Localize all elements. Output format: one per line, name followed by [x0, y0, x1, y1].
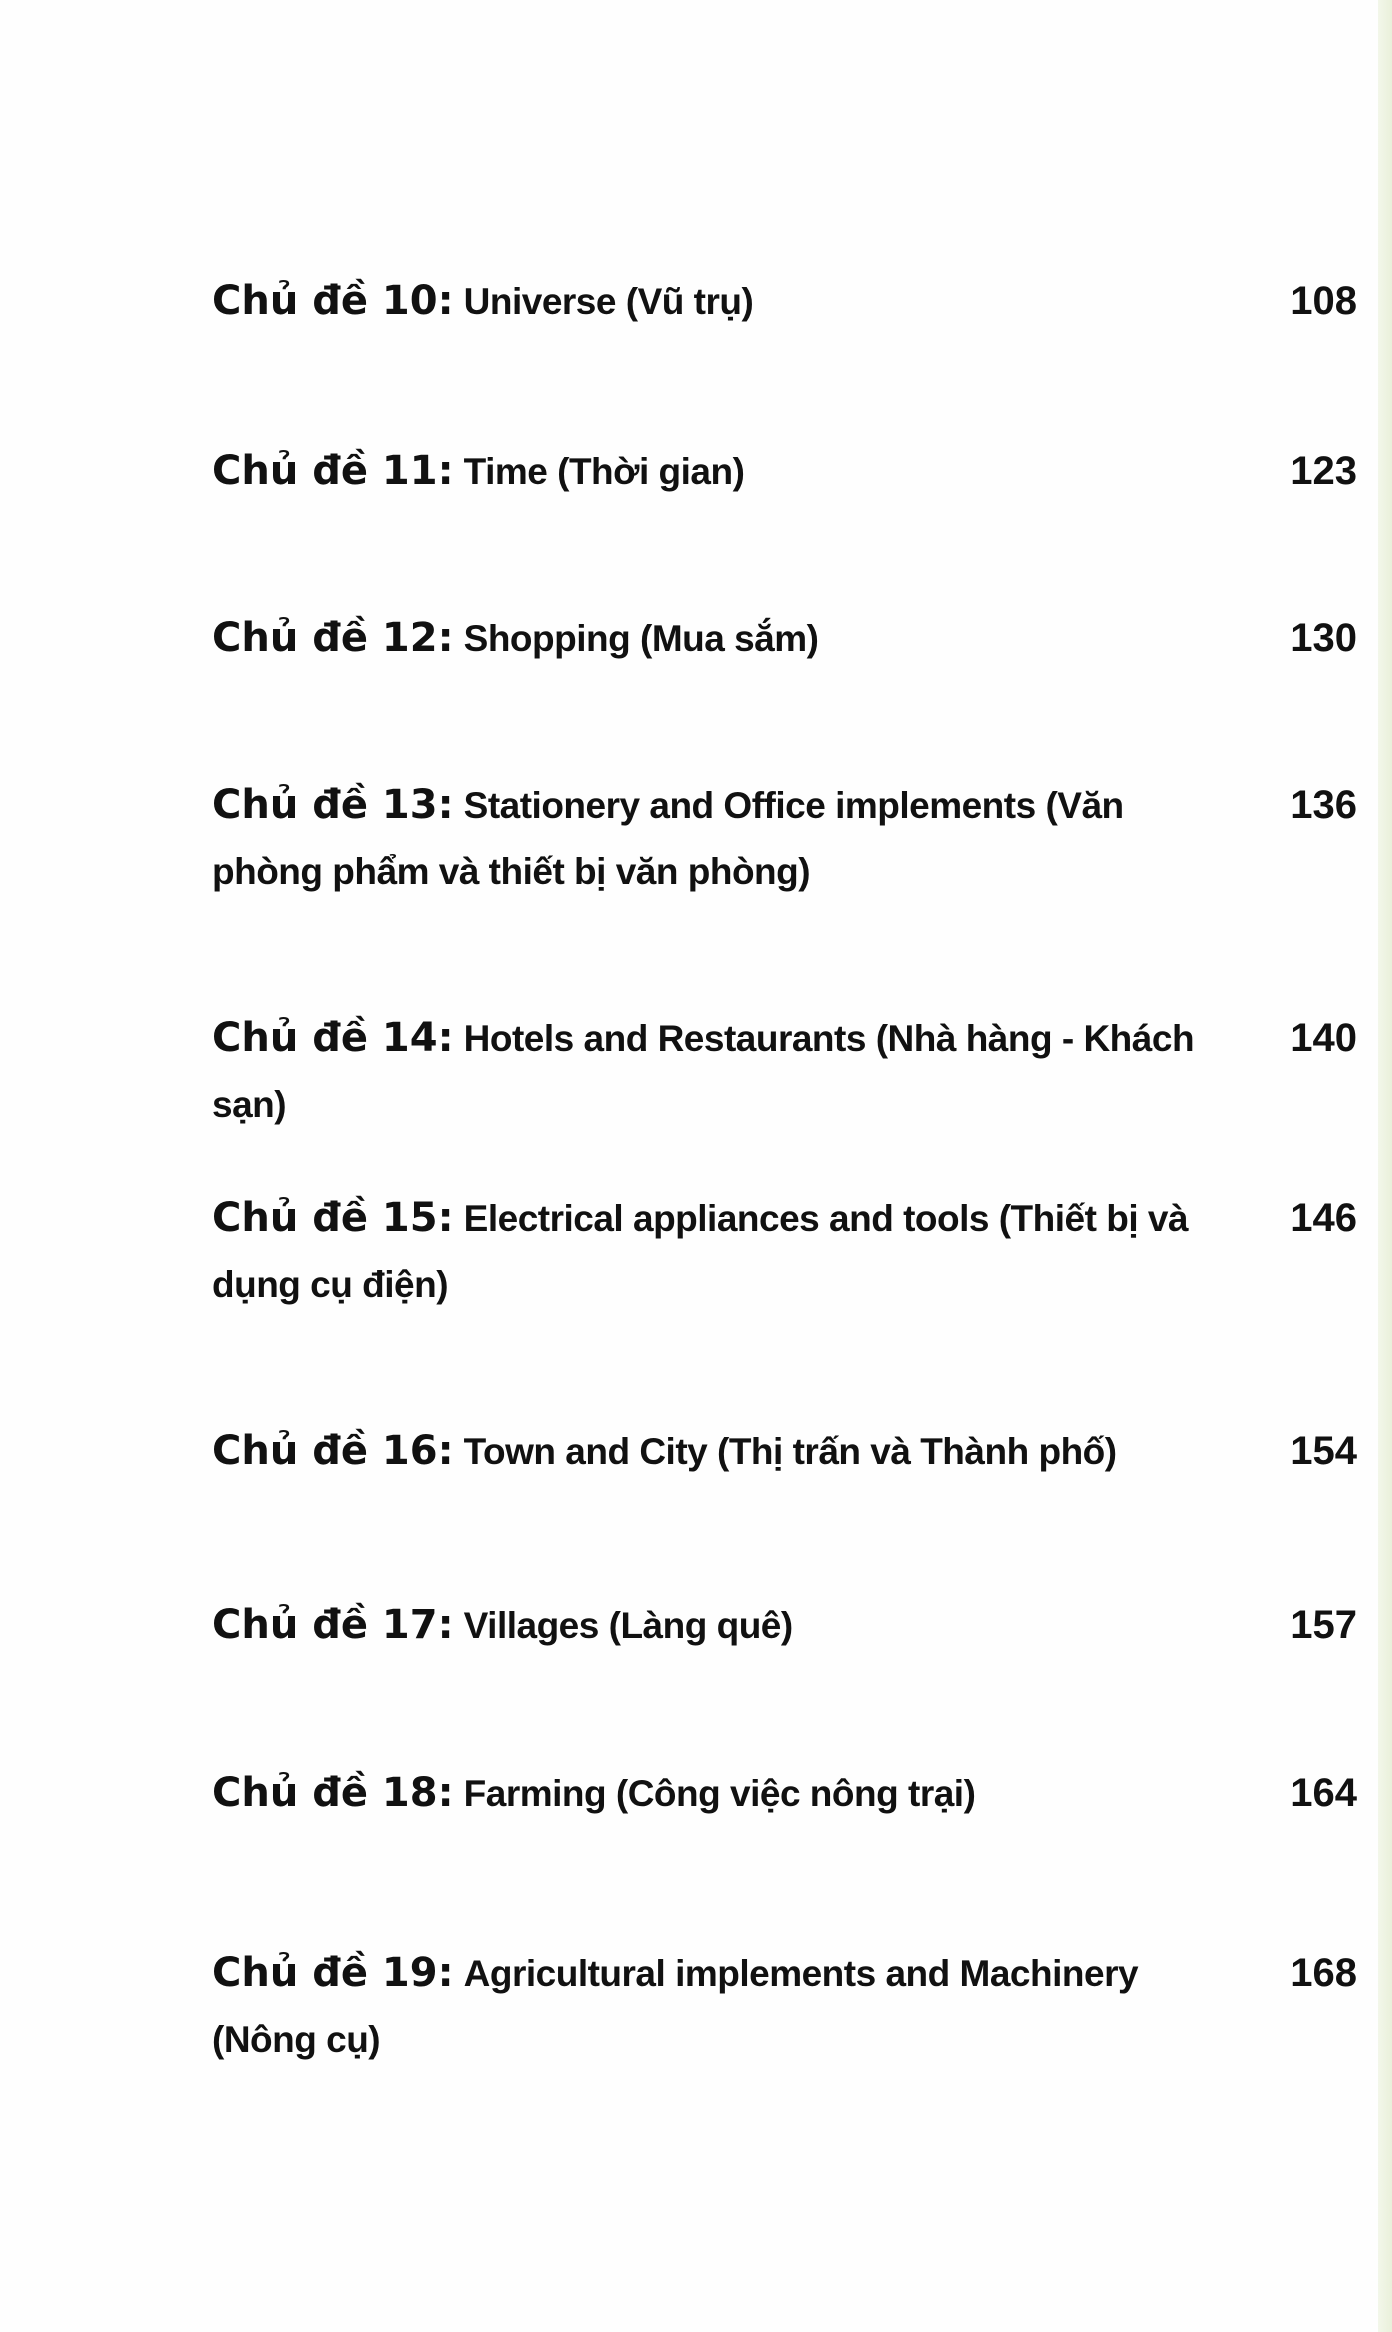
page-number: 146: [1290, 1196, 1357, 1240]
chapter-number: Chủ đề 11:: [212, 448, 454, 494]
toc-entry-text: [212, 1005, 1202, 1138]
chapter-number: Chủ đề 17:: [212, 1602, 454, 1648]
page-number: 140: [1290, 1016, 1357, 1060]
toc-entry-text: [212, 772, 1202, 905]
page-number: 108: [1290, 279, 1357, 323]
page-number: 164: [1290, 1771, 1357, 1815]
chapter-title: Electrical appliances and tools (Thiết bị và dụng cụ điện): [212, 1198, 1189, 1305]
chapter-number: Chủ đề 18:: [212, 1770, 454, 1816]
chapter-title: Agricultural implements and Machinery (Nông cụ): [212, 1953, 1139, 2060]
toc-entry-text: [212, 1592, 1202, 1659]
chapter-title: Stationery and Office implements (Văn phòng phẩm và thiết bị văn phòng): [212, 785, 1124, 892]
chapter-number: Chủ đề 15:: [212, 1195, 454, 1241]
chapter-title: Farming (Công việc nông trại): [463, 1773, 976, 1814]
page-number: 168: [1290, 1951, 1357, 1995]
chapter-title: Time (Thời gian): [463, 451, 745, 492]
page-number: 157: [1290, 1603, 1357, 1647]
chapter-title: Villages (Làng quê): [463, 1605, 793, 1646]
toc-entry-text: [212, 268, 1202, 335]
toc-entry-text: [212, 1185, 1202, 1318]
toc-entry-text: [212, 1760, 1202, 1827]
toc-entry-text: [212, 605, 1202, 672]
chapter-title: Town and City (Thị trấn và Thành phố): [463, 1431, 1117, 1472]
chapter-number: Chủ đề 16:: [212, 1428, 454, 1474]
chapter-number: Chủ đề 14:: [212, 1015, 454, 1061]
chapter-title: Shopping (Mua sắm): [463, 618, 819, 659]
toc-entry-text: [212, 1418, 1202, 1485]
chapter-title: Hotels and Restaurants (Nhà hàng - Khách sạn): [212, 1018, 1195, 1125]
chapter-number: Chủ đề 12:: [212, 615, 454, 661]
page-number: 123: [1290, 449, 1357, 493]
chapter-number: Chủ đề 10:: [212, 278, 454, 324]
page-number: 130: [1290, 616, 1357, 660]
chapter-number: Chủ đề 19:: [212, 1950, 454, 1996]
chapter-number: Chủ đề 13:: [212, 782, 454, 828]
chapter-title: Universe (Vũ trụ): [463, 281, 754, 322]
toc-entry-text: [212, 438, 1202, 505]
page-number: 136: [1290, 783, 1357, 827]
page-number: 154: [1290, 1429, 1357, 1473]
toc-entry-text: [212, 1940, 1202, 2073]
